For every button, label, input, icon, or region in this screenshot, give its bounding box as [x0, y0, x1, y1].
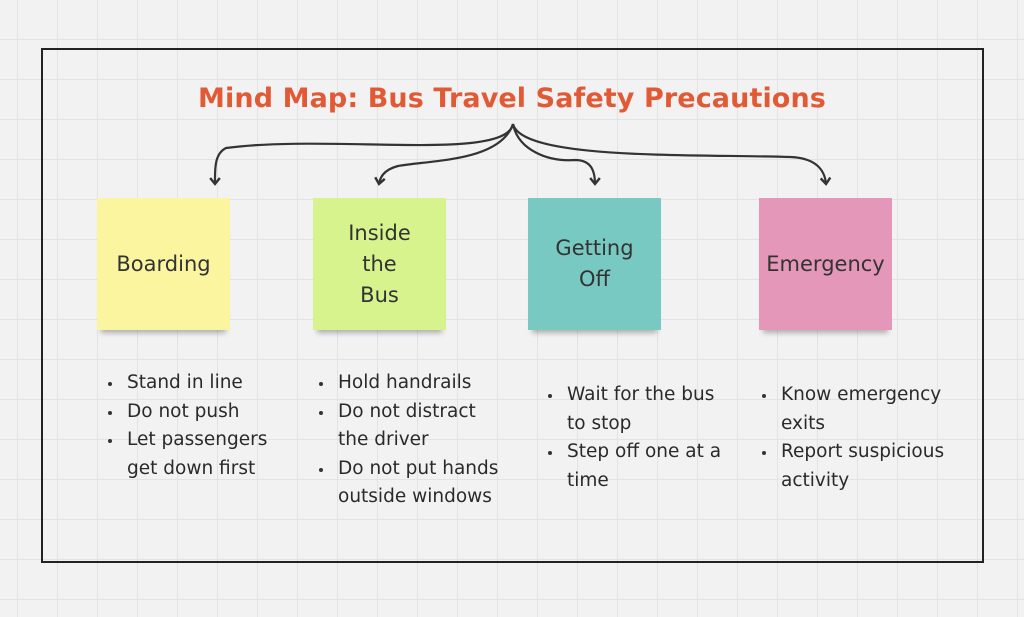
note-getting-off-label-line-1: Getting — [555, 236, 634, 260]
list-emergency — [759, 381, 959, 495]
note-inside-label-line-2: Bus — [360, 282, 399, 307]
list-item: Know emergency exits — [759, 381, 959, 438]
list-item: Step off one at a time — [545, 438, 725, 495]
list-item: Do not push — [105, 398, 285, 427]
note-boarding — [97, 198, 230, 330]
note-getting-off — [528, 198, 661, 330]
list-boarding — [105, 369, 285, 483]
note-inside-label-line-1: Inside the — [348, 220, 411, 276]
diagram-title: Mind Map: Bus Travel Safety Precautions — [198, 83, 826, 114]
list-item: Let passengers get down first — [105, 426, 285, 483]
list-item: Report suspicious activity — [759, 438, 959, 495]
list-getting-off — [545, 381, 725, 495]
note-emergency-label: Emergency — [766, 251, 885, 276]
note-inside-the-bus — [313, 198, 446, 330]
list-item: Stand in line — [105, 369, 285, 398]
list-inside-the-bus — [316, 369, 501, 512]
note-getting-off-label-line-2: Off — [578, 267, 610, 291]
list-item: Hold handrails — [316, 369, 501, 398]
note-emergency — [759, 198, 892, 330]
list-item: Do not distract the driver — [316, 398, 501, 455]
list-item: Wait for the bus to stop — [545, 381, 725, 438]
note-boarding-label: Boarding — [116, 251, 211, 276]
list-item: Do not put hands outside windows — [316, 455, 501, 512]
